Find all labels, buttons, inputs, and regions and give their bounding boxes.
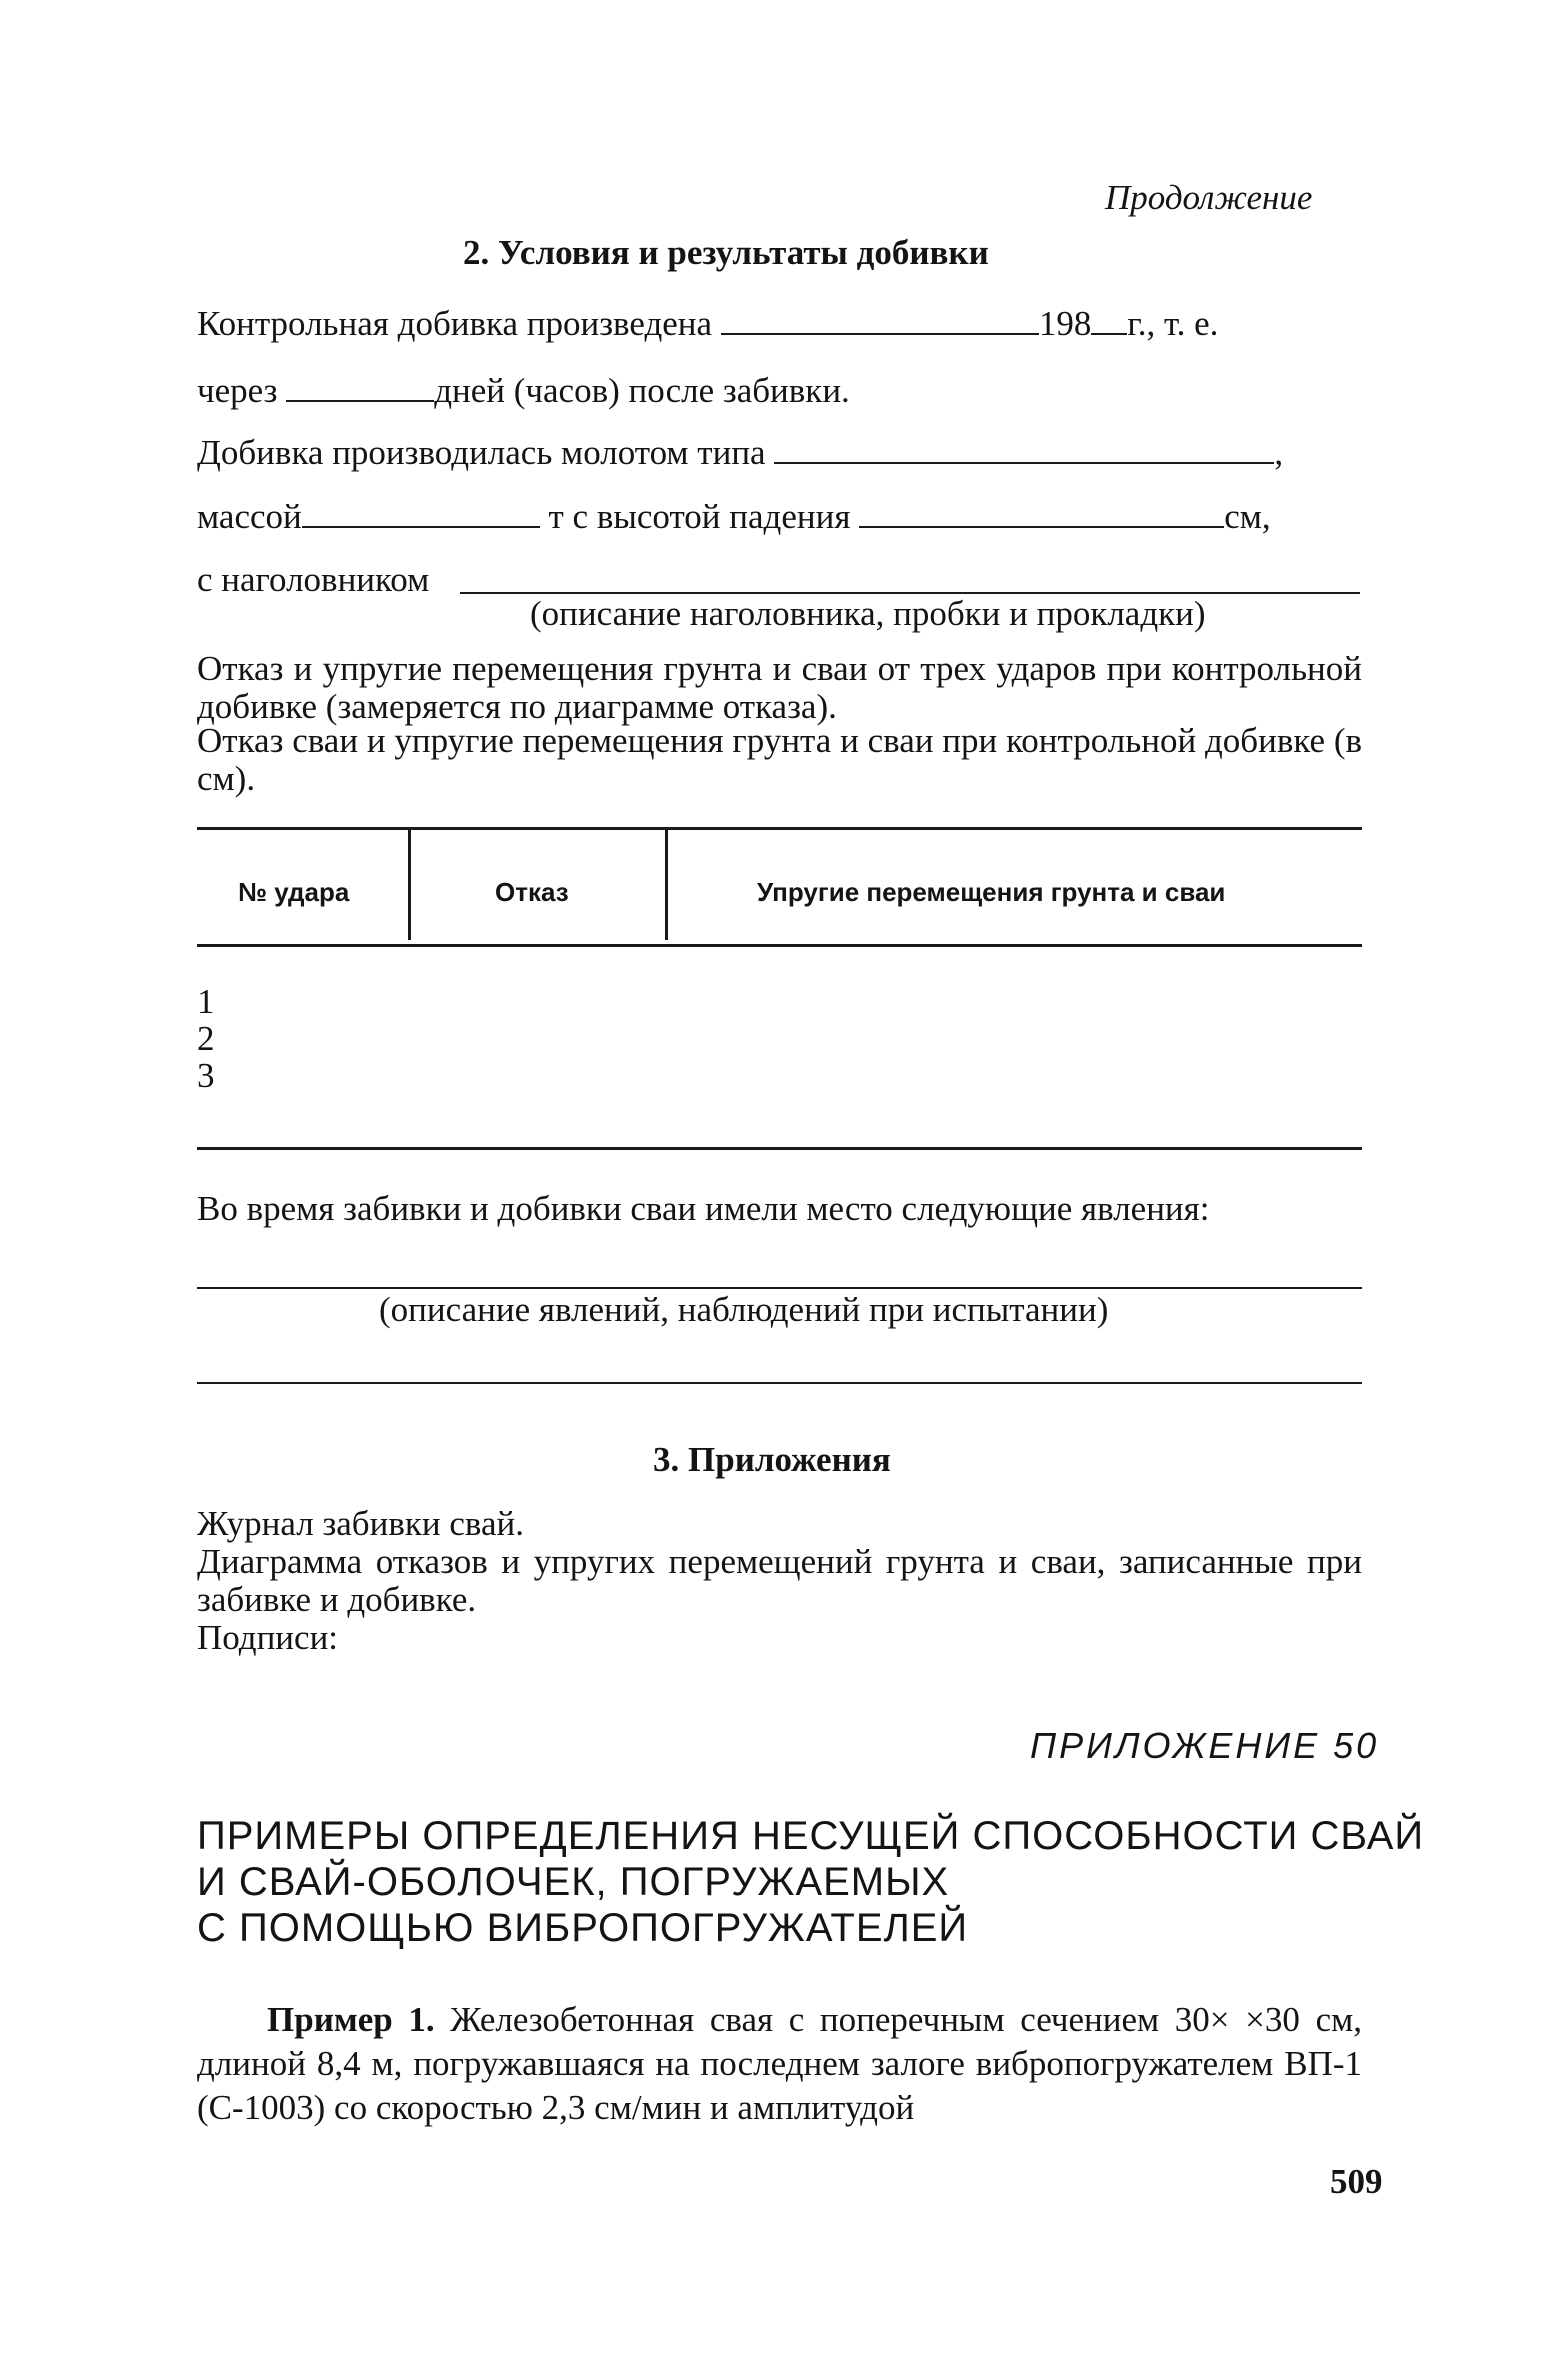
form-line-3-end: , (1274, 433, 1284, 472)
example-1-label: Пример 1. (267, 2000, 435, 2039)
table-header-rule (197, 944, 1362, 947)
phenomena-caption: (описание явлений, наблюдений при испытании) (379, 1290, 1109, 1329)
paragraph-1: Отказ и упругие перемещения грунта и сваи от трех ударов при контрольной добивке (замеряется по диаграмме отказа). (197, 649, 1362, 726)
hammer-type-blank[interactable] (774, 432, 1274, 464)
form-line-4 (197, 496, 1271, 537)
form-line-2-prefix: через (197, 371, 278, 410)
form-line-5 (197, 560, 429, 600)
drop-height-blank[interactable] (859, 496, 1224, 528)
form-line-3 (197, 432, 1283, 473)
continuation-label: Продолжение (1105, 178, 1313, 217)
table-divider-1 (408, 830, 411, 940)
table-top-rule (197, 827, 1362, 830)
year-prefix: 198 (1038, 304, 1092, 343)
appendix-title-line-3: С ПОМОЩЬЮ ВИБРОПОГРУЖАТЕЛЕЙ (197, 1906, 969, 1950)
table-row: 3 (197, 1056, 215, 1095)
form-line-2-suffix: дней (часов) после забивки. (434, 371, 850, 410)
form-line-4-prefix: массой (197, 497, 302, 536)
date-blank[interactable] (721, 303, 1039, 335)
form-line-1 (197, 303, 1218, 344)
table-row: 1 (197, 982, 215, 1021)
year-blank[interactable] (1091, 303, 1127, 335)
table-row: 2 (197, 1019, 215, 1058)
example-1-text: Железобетонная свая с поперечным сечением 30× ×30 см, длиной 8,4 м, погружавшаяся на последнем залоге вибропогружателем ВП-1 (С-1003) со скоростью 2,3 см/мин и амплитудой (197, 2000, 1362, 2127)
attachment-1: Журнал забивки свай. (197, 1504, 524, 1543)
appendix-label: ПРИЛОЖЕНИЕ 50 (1030, 1725, 1380, 1766)
table-divider-2 (665, 830, 668, 940)
example-1-paragraph (197, 1998, 1362, 2130)
form-line-1-text: Контрольная добивка произведена (197, 304, 713, 343)
section-3-heading: 3. Приложения (653, 1440, 891, 1479)
helmet-caption: (описание наголовника, пробки и прокладки) (530, 594, 1206, 633)
form-line-1-suffix: г., т. е. (1127, 304, 1219, 343)
table-header-refusal: Отказ (495, 877, 569, 907)
page-number: 509 (1330, 2162, 1383, 2201)
table-header-elastic: Упругие перемещения грунта и сваи (757, 877, 1226, 907)
phenomena-blank-2[interactable] (197, 1382, 1362, 1384)
days-blank[interactable] (286, 370, 434, 402)
table-bottom-rule (197, 1147, 1362, 1150)
signatures-label: Подписи: (197, 1618, 339, 1657)
attachment-2: Диаграмма отказов и упругих перемещений грунта и сваи, записанные при забивке и добивке. (197, 1542, 1362, 1619)
appendix-title-line-2: И СВАЙ-ОБОЛОЧЕК, ПОГРУЖАЕМЫХ (197, 1860, 950, 1904)
paragraph-2: Отказ сваи и упругие перемещения грунта и сваи при контрольной добивке (в см). (197, 721, 1362, 798)
phenomena-text: Во время забивки и добивки сваи имели место следующие явления: (197, 1189, 1210, 1228)
form-line-5-prefix: с наголовником (197, 560, 430, 599)
form-line-4-middle: т с высотой падения (548, 497, 851, 536)
appendix-title-line-1: ПРИМЕРЫ ОПРЕДЕЛЕНИЯ НЕСУЩЕЙ СПОСОБНОСТИ СВАЙ (197, 1814, 1425, 1858)
mass-blank[interactable] (302, 496, 540, 528)
form-line-4-suffix: см, (1224, 497, 1271, 536)
table-header-strike: № удара (238, 877, 350, 907)
form-line-2 (197, 370, 850, 411)
phenomena-blank[interactable] (197, 1287, 1362, 1289)
form-line-3-text: Добивка производилась молотом типа (197, 433, 766, 472)
section-2-heading: 2. Условия и результаты добивки (463, 233, 989, 272)
